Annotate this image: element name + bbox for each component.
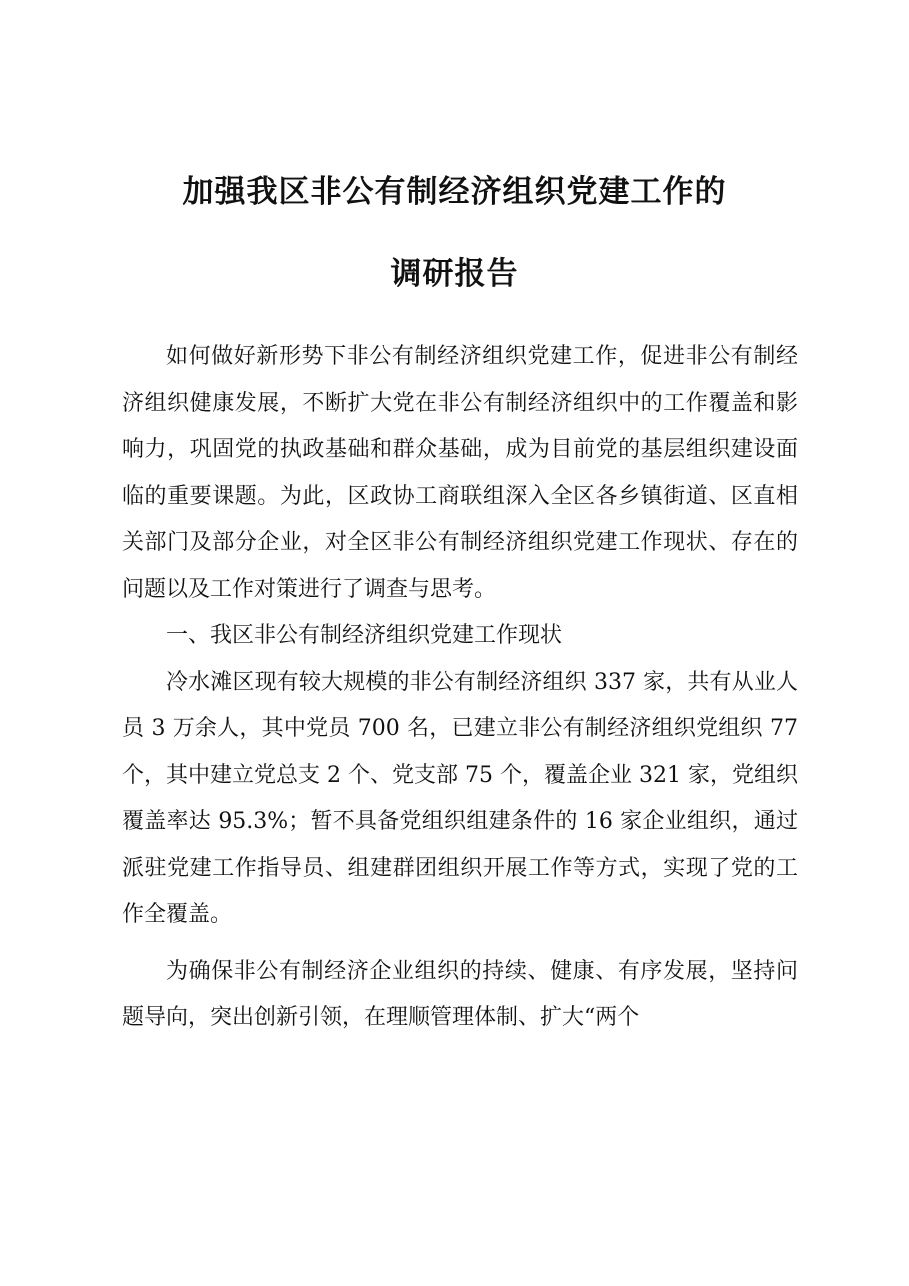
document-body	[122, 334, 798, 1042]
paragraph-gap	[122, 939, 798, 949]
paragraph-status: 冷水滩区现有较大规模的非公有制经济组织 337 家，共有从业人员 3 万余人，其中党员 700 名，已建立非公有制经济组织党组织 77 个，其中建立党总支 2 个、党支部 75 个，覆盖企业 321 家，党组织覆盖率达 95.3%；暂不具备党组织组建条件的 16 家企业组织，通过派驻党建工作指导员、组建群团组织开展工作等方式，实现了党的工作全覆盖。	[122, 669, 798, 927]
section-heading-1: 一、我区非公有制经济组织党建工作现状	[166, 623, 563, 648]
document-title-line-1: 加强我区非公有制经济组织党建工作的	[182, 174, 727, 210]
document-title-line-2: 调研报告	[390, 256, 519, 292]
paragraph-measures: 为确保非公有制经济企业组织的持续、健康、有序发展，坚持问题导向，突出创新引领，在理顺管理体制、扩大“两个	[122, 958, 798, 1030]
paragraph-intro: 如何做好新形势下非公有制经济组织党建工作，促进非公有制经济组织健康发展，不断扩大党在非公有制经济组织中的工作覆盖和影响力，巩固党的执政基础和群众基础，成为目前党的基层组织建设面临的重要课题。为此，区政协工商联组深入全区各乡镇街道、区直相关部门及部分企业，对全区非公有制经济组织党建工作现状、存在的问题以及工作对策进行了调查与思考。	[122, 344, 798, 602]
